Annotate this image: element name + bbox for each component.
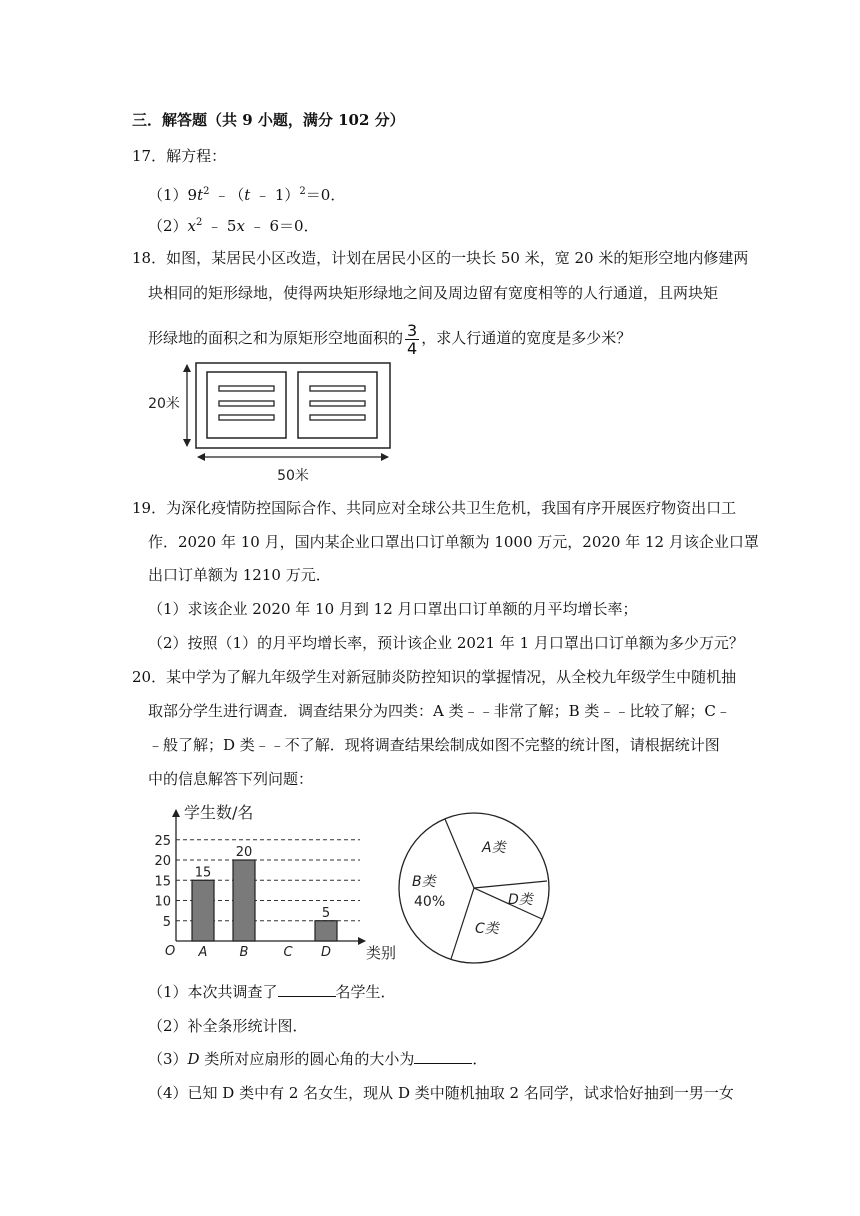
y-tick-label-10: 10 — [154, 894, 171, 910]
q19-line1: 19．为深化疫情防控国际合作、共同应对全球公共卫生危机，我国有序开展医疗物资出口工 — [132, 499, 737, 517]
pie-label-a: A类 — [482, 840, 506, 856]
bar-chart-value-labels — [195, 845, 330, 921]
fraction-denominator: 4 — [407, 338, 418, 358]
plot-stripes-right — [310, 386, 365, 420]
answer-blank-1[interactable] — [278, 982, 336, 997]
bar-A — [192, 880, 214, 941]
q17-part1 — [148, 181, 345, 206]
value-label-B: 20 — [235, 845, 253, 860]
q18-line3-pre: 形绿地的面积之和为原矩形空地面积的 — [148, 329, 404, 347]
width-label: 50米 — [277, 468, 309, 484]
y-tick-label-20: 20 — [154, 854, 171, 869]
y-axis-arrow — [172, 809, 180, 817]
x-tick-label-B: B — [239, 945, 249, 960]
q17-p1-prefix: （1）9 — [148, 186, 198, 204]
bar-D — [315, 921, 337, 941]
q20-sub1-post: 名学生． — [335, 983, 396, 1001]
q17-p1-mid: ﹣（ — [209, 186, 245, 204]
pie-divider-ab — [445, 819, 474, 888]
pie-label-b: B类 — [412, 874, 436, 890]
height-label: 20米 — [148, 396, 180, 412]
x-axis-arrow — [358, 937, 366, 945]
q18-line2: 块相同的矩形绿地，使得两块矩形绿地之间及周边留有宽度相等的人行通道，且两块矩 — [148, 284, 719, 302]
q17-part2 — [148, 212, 319, 237]
y-tick-label-25: 25 — [154, 833, 171, 849]
q17-p1-exp2: 2 — [299, 186, 306, 197]
bar-chart — [154, 798, 410, 970]
width-arrow-right — [381, 453, 389, 461]
q20-sub3-var: D — [187, 1050, 200, 1068]
value-label-D: 5 — [321, 905, 331, 921]
answer-blank-2[interactable] — [414, 1049, 472, 1064]
q17-p1-exp: 2 — [203, 186, 210, 197]
q17-p1-var: t — [197, 186, 204, 204]
q20-sub3 — [148, 1048, 487, 1070]
origin-label: O — [165, 944, 176, 959]
q17-p2-mid: ﹣ 5 — [202, 217, 237, 235]
q18-figure — [146, 356, 406, 486]
pie-divider-cb — [451, 888, 474, 959]
height-arrow-top — [183, 364, 191, 372]
x-tick-label-D: D — [320, 945, 332, 960]
q20-sub3-mid: 类所对应扇形的圆心角的大小为 — [199, 1050, 415, 1068]
y-axis-title: 学生数/名 — [184, 803, 254, 822]
bar-B — [233, 860, 255, 941]
height-arrow-bottom — [183, 439, 191, 447]
bar-chart-bars — [192, 860, 337, 941]
x-tick-label-C: C — [283, 945, 293, 960]
q20-line3: ﹣般了解；D 类﹣﹣不了解．现将调查结果绘制成如图不完整的统计图，请根据统计图 — [148, 736, 720, 754]
q17-p2-exp: 2 — [196, 217, 203, 228]
q18-line3-post: ，求人行通道的宽度是多少米？ — [421, 329, 632, 347]
width-arrow-left — [197, 453, 205, 461]
q17-p1-end: ＝0． — [305, 186, 346, 204]
q19-line3: 出口订单额为 1210 万元． — [148, 566, 331, 584]
q19-sub1: （1）求该企业 2020 年 10 月到 12 月口罩出口订单额的月平均增长率； — [148, 600, 638, 618]
q18-line1: 18．如图，某居民小区改造，计划在居民小区的一块长 50 米，宽 20 米的矩形空地内修建两 — [132, 249, 749, 267]
plot-stripes-left — [219, 386, 274, 420]
y-tick-label-15: 15 — [154, 874, 171, 890]
q20-sub3-pre: （3） — [148, 1050, 188, 1068]
pie-label-c: C类 — [475, 921, 499, 937]
pie-label-b-percent: 40% — [414, 894, 446, 910]
q20-sub1 — [148, 981, 396, 1003]
bar-chart-x-labels — [198, 945, 331, 960]
x-tick-label-A: A — [198, 945, 208, 960]
value-label-A: 15 — [194, 865, 212, 881]
q20-sub2: （2）补全条形统计图． — [148, 1017, 308, 1035]
fraction-numerator: 3 — [407, 320, 418, 340]
pie-chart — [396, 810, 552, 966]
q17-p2-var: x — [187, 217, 197, 235]
fraction-three-quarters — [405, 322, 419, 357]
q18-line3 — [148, 318, 631, 358]
q20-line2: 取部分学生进行调查．调查结果分为四类：A 类﹣﹣非常了解；B 类﹣﹣比较了解；C﹣ — [148, 702, 731, 720]
q17-p2-prefix: （2） — [148, 217, 188, 235]
q20-line4: 中的信息解答下列问题： — [148, 770, 314, 788]
q17-p1-var2: t — [244, 186, 251, 204]
y-tick-label-5: 5 — [162, 914, 171, 930]
q20-sub1-pre: （1）本次共调查了 — [148, 983, 278, 1001]
q19-sub2: （2）按照（1）的月平均增长率，预计该企业 2021 年 1 月口罩出口订单额为多少万元？ — [148, 634, 744, 652]
q20-line1: 20．某中学为了解九年级学生对新冠肺炎防控知识的掌握情况，从全校九年级学生中随机抽 — [132, 668, 737, 686]
q20-sub4: （4）已知 D 类中有 2 名女生，现从 D 类中随机抽取 2 名同学，试求恰好抽到一男一女 — [148, 1084, 734, 1102]
pie-label-d: D类 — [508, 892, 533, 908]
q20-sub3-post: ． — [472, 1050, 488, 1068]
pie-divider-ad — [474, 881, 547, 888]
q19-line2: 作．2020 年 10 月，国内某企业口罩出口订单额为 1000 万元，2020 年 12 月该企业口罩 — [148, 533, 759, 551]
x-axis-title: 类别 — [366, 944, 397, 962]
q17-p1-after: ﹣ 1） — [250, 186, 300, 204]
section-heading: 三．解答题（共 9 小题，满分 102 分） — [132, 111, 405, 129]
q17-p2-var2: x — [236, 217, 245, 235]
q17-stem: 17．解方程： — [132, 147, 227, 165]
q17-p2-end: ﹣ 6＝0． — [244, 217, 319, 235]
bar-chart-y-ticks — [154, 834, 171, 930]
